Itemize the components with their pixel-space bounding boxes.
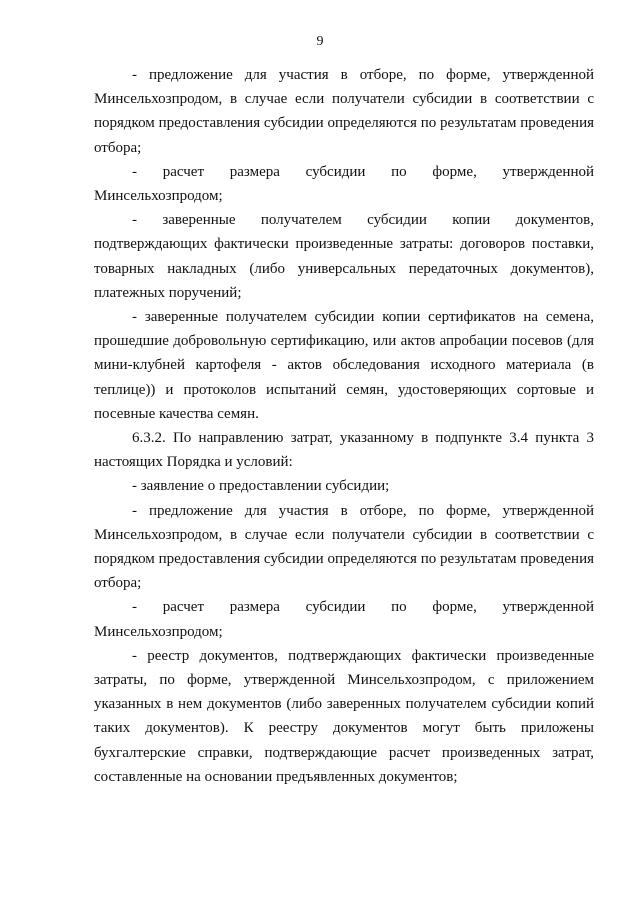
paragraph-calculation-2: - расчет размера субсидии по форме, утвержденной Минсельхозпродом; [94,599,594,640]
paragraph-application: - заявление о предоставлении субсидии; [132,478,390,495]
paragraph-proposal-2: - предложение для участия в отборе, по форме, утвержденной Минсельхозпродом, в случае если получатели субсидии в соответствии с порядком предоставления субсидии определяются по результатам проведения отбора; [94,502,594,592]
paragraph-calculation-1: - расчет размера субсидии по форме, утвержденной Минсельхозпродом; [94,163,594,205]
paragraph-certified-copies: - заверенные получателем субсидии копии документов, подтверждающих фактически произведенные затраты: договоров поставки, товарных накладных (либо универсальных передаточных документов), платежных поручений; [94,212,594,301]
document-body [94,63,594,789]
paragraph-seed-certificates: - заверенные получателем субсидии копии сертификатов на семена, прошедшие добровольную сертификацию, или актов апробации посевов (для мини-клубней картофеля - актов обследования исходного материала (в теплице)) и протоколов испытаний семян, удостоверяющих сортовые и посевные качества семян. [94,309,594,422]
paragraph-section-6-3-2: 6.3.2. По направлению затрат, указанному в подпункте 3.4 пункта 3 настоящих Порядка и условий: [94,430,594,471]
page-number: 9 [316,34,324,49]
paragraph-document-registry: - реестр документов, подтверждающих фактически произведенные затраты, по форме, утвержденной Минсельхозпродом, с приложением указанных в нем документов (либо заверенных получателем субсидии копий таких документов). К реестру документов могут быть приложены бухгалтерские справки, подтверждающие расчет произведенных затрат, составленные на основании предъявленных документов; [94,647,594,785]
paragraph-proposal-1: - предложение для участия в отборе, по форме, утвержденной Минсельхозпродом, в случае если получатели субсидии в соответствии с порядком предоставления субсидии определяются по результатам проведения отбора; [94,67,594,156]
